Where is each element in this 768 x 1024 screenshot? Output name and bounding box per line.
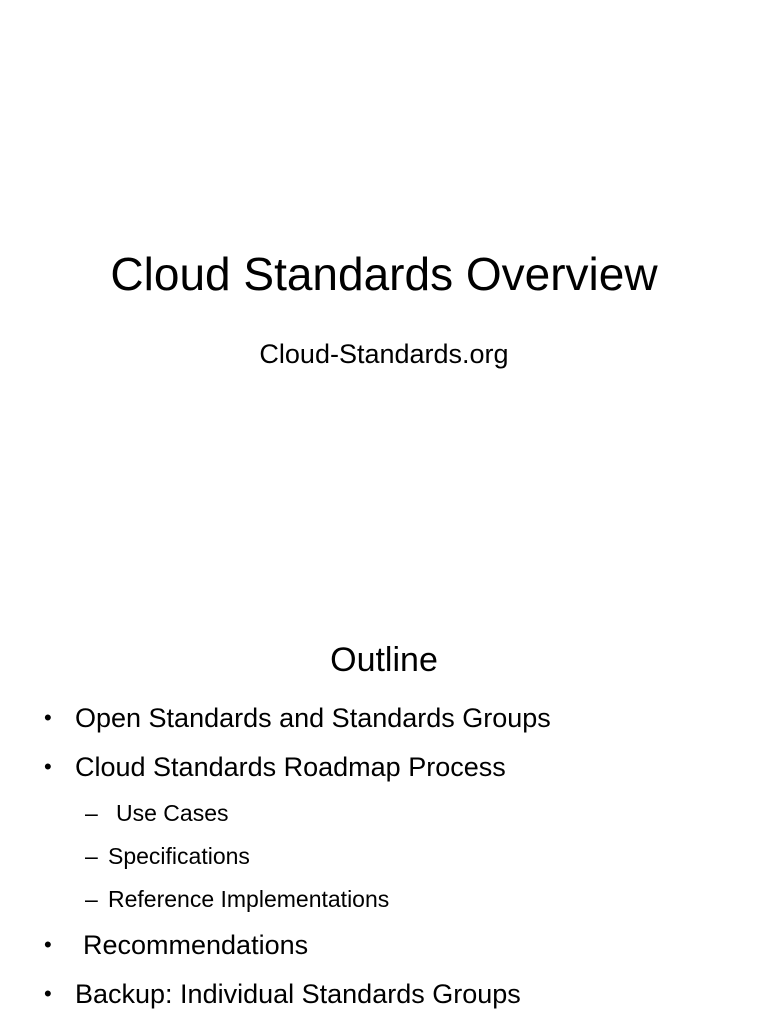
outline-item (0, 977, 768, 1024)
bullet-dot-icon: • (44, 705, 52, 730)
bullet-dot-icon: • (44, 981, 52, 1006)
outline-subitem-label: Specifications (108, 843, 250, 869)
outline-title: Outline (330, 641, 438, 680)
outline-subitem-label: Use Cases (116, 800, 229, 826)
outline-subitem (0, 885, 768, 928)
bullet-dot-icon: • (44, 754, 52, 779)
outline-item-label: Cloud Standards Roadmap Process (75, 752, 506, 782)
dash-icon: – (85, 843, 98, 869)
outline-subitem-label: Reference Implementations (108, 886, 390, 912)
outline-item (0, 701, 768, 750)
outline-list (0, 701, 768, 1024)
outline-item-label: Open Standards and Standards Groups (75, 703, 551, 733)
outline-item-label: Backup: Individual Standards Groups (75, 979, 521, 1009)
outline-slide (0, 555, 768, 1024)
bullet-dot-icon: • (44, 932, 52, 957)
slide-title: Cloud Standards Overview (110, 247, 658, 300)
outline-item (0, 928, 768, 977)
dash-icon: – (85, 800, 98, 826)
outline-item-label: Recommendations (83, 930, 309, 960)
slide-subtitle: Cloud-Standards.org (259, 339, 509, 369)
dash-icon: – (85, 886, 98, 912)
outline-item (0, 750, 768, 799)
outline-subitem (0, 799, 768, 842)
outline-subitem (0, 842, 768, 885)
